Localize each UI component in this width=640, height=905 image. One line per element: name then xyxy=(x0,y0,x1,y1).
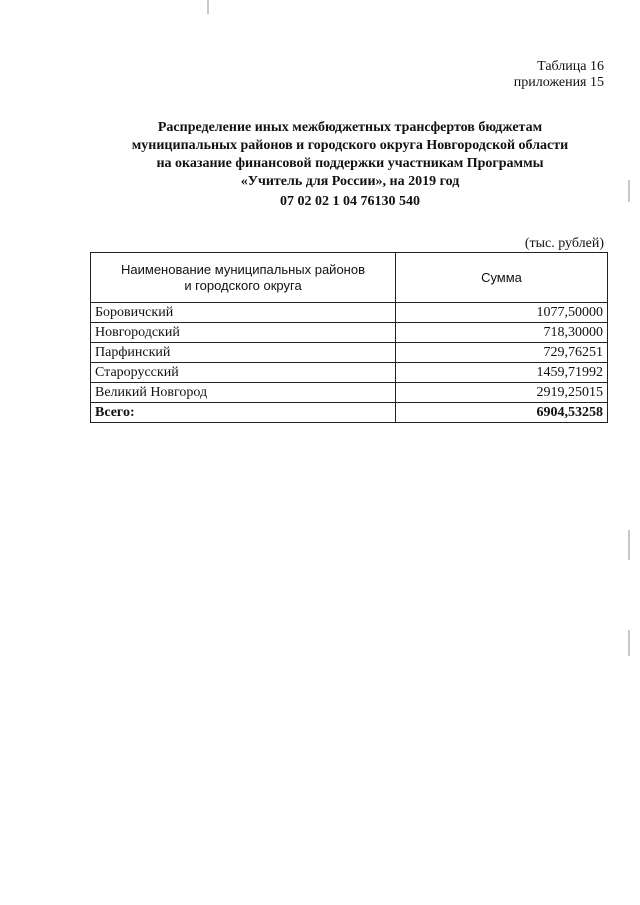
scan-mark-right-3 xyxy=(628,630,630,656)
header-name-line: Наименование муниципальных районов xyxy=(121,261,365,277)
title-line: Распределение иных межбюджетных трансфертов бюджетам xyxy=(157,120,543,135)
header-name-line: и городского округа xyxy=(184,277,302,293)
table-row xyxy=(91,383,608,403)
district-name: Великий Новгород xyxy=(91,383,396,403)
title-line: муниципальных районов и городского округа Новгородской области xyxy=(131,138,569,153)
title-line: на оказание финансовой поддержки участникам Программы xyxy=(156,156,544,171)
district-sum: 729,76251 xyxy=(396,343,608,363)
table-reference xyxy=(514,59,604,91)
appendix-number: приложения 15 xyxy=(513,75,604,90)
column-header-sum: Сумма xyxy=(396,253,608,303)
distribution-table xyxy=(90,252,608,423)
table-row xyxy=(91,323,608,343)
district-sum: 2919,25015 xyxy=(396,383,608,403)
units-label: (тыс. рублей) xyxy=(524,236,604,251)
total-row xyxy=(91,403,608,423)
district-sum: 1077,50000 xyxy=(396,303,608,323)
column-header-name xyxy=(91,253,396,303)
table-row xyxy=(91,343,608,363)
scan-mark-right-2 xyxy=(628,530,630,560)
district-name: Боровичский xyxy=(91,303,396,323)
district-sum: 718,30000 xyxy=(396,323,608,343)
table-header-row xyxy=(91,253,608,303)
scan-mark-right-1 xyxy=(628,180,630,202)
district-name: Новгородский xyxy=(91,323,396,343)
district-name: Парфинский xyxy=(91,343,396,363)
title-line: «Учитель для России», на 2019 год xyxy=(240,174,460,189)
district-sum: 1459,71992 xyxy=(396,363,608,383)
district-name: Старорусский xyxy=(91,363,396,383)
total-label: Всего: xyxy=(91,403,396,423)
total-sum: 6904,53258 xyxy=(396,403,608,423)
document-title xyxy=(90,119,610,191)
table-number: Таблица 16 xyxy=(537,59,604,74)
budget-classification-code: 07 02 02 1 04 76130 540 xyxy=(280,194,420,209)
table-row xyxy=(91,363,608,383)
table-row xyxy=(91,303,608,323)
scan-mark-top xyxy=(207,0,209,14)
